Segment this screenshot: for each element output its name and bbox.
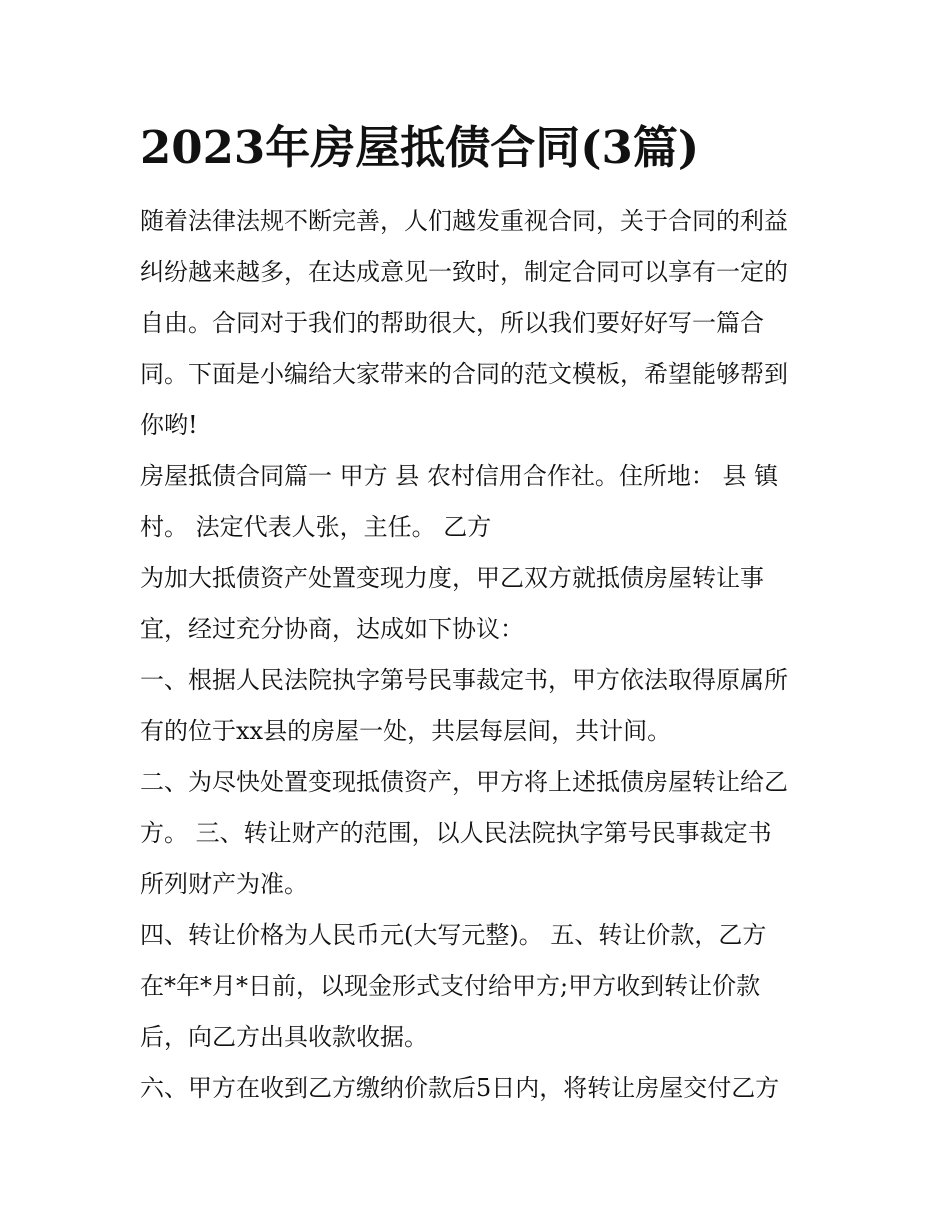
body-line: 方。 三、转让财产的范围，以人民法院执字第号民事裁定书 [140,819,772,847]
body-line: 二、为尽快处置变现抵债资产，甲方将上述抵债房屋转让给乙 [140,768,788,796]
body-line: 为加大抵债资产处置变现力度，甲乙双方就抵债房屋转让事 [140,564,764,592]
body-line: 四、转让价格为人民币元(大写元整)。 五、转让价款，乙方 [140,921,767,949]
body-line: 随着法律法规不断完善，人们越发重视合同，关于合同的利益 [140,207,788,235]
body-line: 在*年*月*日前，以现金形式支付给甲方;甲方收到转让价款 [140,972,761,1000]
body-line: 六、甲方在收到乙方缴纳价款后5日内，将转让房屋交付乙方 [140,1074,780,1102]
body-line: 所列财产为准。 [140,870,308,898]
body-line: 房屋抵债合同篇一 甲方 县 农村信用合作社。住所地： 县 镇 [140,462,779,490]
document-title: 2023年房屋抵债合同(3篇) [140,121,700,174]
body-line: 纠纷越来越多，在达成意见一致时，制定合同可以享有一定的 [140,258,788,286]
body-line: 后，向乙方出具收款收据。 [140,1023,428,1051]
body-line: 同。下面是小编给大家带来的合同的范文模板，希望能够帮到 [140,360,788,388]
body-line: 一、根据人民法院执字第号民事裁定书，甲方依法取得原属所 [140,666,788,694]
body-line: 你哟! [140,411,198,439]
body-line: 有的位于xx县的房屋一处，共层每层间，共计间。 [140,717,672,745]
body-line: 宜，经过充分协商，达成如下协议： [140,615,524,643]
body-line: 村。 法定代表人张，主任。 乙方 [140,513,492,541]
body-line: 自由。合同对于我们的帮助很大，所以我们要好好写一篇合 [140,309,764,337]
document-body [140,196,830,1114]
